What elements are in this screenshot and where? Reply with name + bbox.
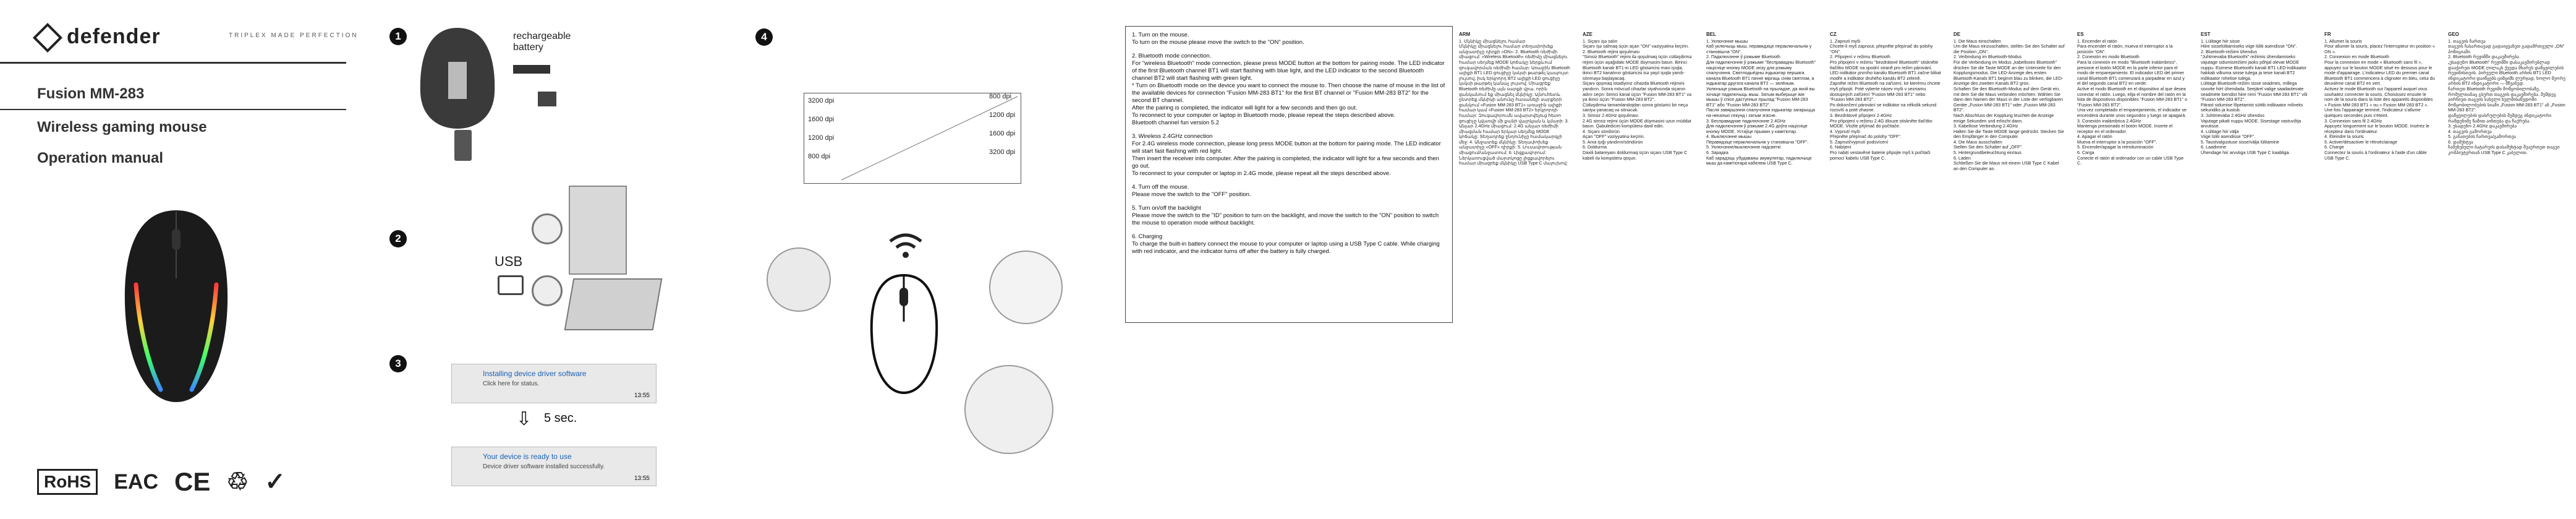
lang-heading: DE <box>1953 32 1961 37</box>
lang-column <box>1953 32 2065 508</box>
en-step-5: 5. Turn on/off the backlight Please move the switch to the "ID" position to turn on the backlight, and move the switch to the "ON" position to switch the mouse to operation mode without backlight. <box>1132 205 1439 226</box>
dpi-label: 1600 dpi <box>989 130 1016 137</box>
certification-marks <box>37 467 286 497</box>
ukca-icon: ✓ <box>265 468 286 495</box>
mouse-top-view <box>865 272 943 396</box>
desktop-pc-icon <box>569 186 627 275</box>
rohs-mark: RoHS <box>37 469 98 495</box>
battery-icon <box>513 65 550 74</box>
usb-icon <box>498 275 524 295</box>
dpi-label: 1200 dpi <box>808 134 835 142</box>
wireless-signal-icon <box>887 229 924 260</box>
ce-mark: CE <box>174 467 211 496</box>
lang-text: 1. თაგვის ჩართვა თაგვის ჩასართავად გადაიყვანეთ გადამრთველი „ON" პოზიციაში. 2. Bluetooth რეჟიმში დაკავშირება „უსადენო Bluetooth" რეჟიმში დასაკავშირებლად დააჭირეთ MODE ღილაკს ქვედა მხარეს დაწყვილების რეჟიმისთვის. პირველი Bluetooth არხის BT1 LED ინდიკატორი დაიწყებს ციმციმს ლურჯად, ხოლო მეორე არხის BT2 ინდიკატორი — მწვანედ. ჩართეთ Bluetooth რეჟიმი მოწყობილობაზე, რომელთანაც გსურთ თაგვის დაკავშირება. შემდეგ აირჩიეთ თაგვის სახელი ხელმისაწვდომი მოწყობილობების სიაში „Fusion MM-283 BT1" ან „Fusion MM-283 BT2". დაწყვილების დასრულების შემდეგ ინდიკატორი რამდენიმე წამით აინთება და ჩაქრება. 3. უსადენო 2.4GHz დაკავშირება 4. თაგვის გამორთვა 5. განათების ჩართვა/გამორთვა 6. დამუხტვა ჩაშენებული ბატარეის დასამუხტად შეაერთეთ თაგვი კომპიუტერთან USB Type C კაბელით. <box>2448 38 2565 156</box>
dpi-right-labels <box>989 93 1057 186</box>
hand-zoom-icon <box>767 247 831 312</box>
lang-heading: FR <box>2324 32 2331 37</box>
dpi-label: 3200 dpi <box>808 97 835 105</box>
receiver-icon <box>454 130 472 161</box>
dpi-label: 1600 dpi <box>808 116 835 123</box>
alert-icon-bottom <box>532 275 563 306</box>
lang-heading: GEO <box>2448 32 2459 37</box>
lang-column <box>2324 32 2436 508</box>
lang-column <box>2077 32 2188 508</box>
tray-time-1: 13:55 <box>634 392 650 399</box>
eac-mark: EAC <box>114 470 159 494</box>
lang-heading: ARM <box>1459 32 1471 37</box>
installing-title: Installing device driver software <box>483 369 587 378</box>
tray-time-2: 13:55 <box>634 475 650 482</box>
lang-heading: AZE <box>1583 32 1592 37</box>
lang-text: 1. Siçanı işə salın Siçanı işə salmaq üçün açarı "ON" vəziyyətinə keçirin. 2. Bluetooth rejimi qoşulması "Simsiz Bluetooth" rejimi ilə qoşulmaq üçün cütləşdirmə rejimi üçün aşağıdakı MODE düyməsini basın. Birinci Bluetooth kanalı BT1-in LED göstəricisi mavi işıqla, ikinci BT2 kanalının göstəricisi isə yaşıl işıqla yanıb-sönməyə başlayacaq. Siçanı qoşmaq istədiyiniz cihazda Bluetooth rejimini yandırın. Sonra mövcud cihazlar siyahısında siçanın adını seçin: birinci kanal üçün "Fusion MM-283 BT1" və ya ikinci üçün "Fusion MM-283 BT2". Cütləşdirmə tamamlandıqdan sonra göstərici bir neçə saniyə yanacaq və sönəcək. 3. Simsiz 2.4GHz qoşulması 2.4G simsiz rejimi üçün MODE düyməsini uzun müddət basın. Qəbuledicini kompüterə daxil edin. 4. Siçanı söndürün Açarı "OFF" vəziyyətinə keçirin. 5. Arxa işığı yandırın/söndürün 6. Doldurma Daxili batareyanı doldurmaq üçün siçanı USB Type C kabeli ilə kompüterə qoşun. <box>1583 38 1692 161</box>
lang-column <box>1583 32 1694 508</box>
ready-sub: Device driver software installed successfully. <box>483 463 605 470</box>
dpi-label: 3200 dpi <box>989 148 1016 156</box>
lang-column <box>2448 32 2565 508</box>
en-step-2: 2. Bluetooth mode connection. For "wireless Bluetooth" mode connection, please press MODE button at the bottom for pairing mode. The LED indicator of the first Bluetooth channel BT1 will start flashing with blue light, and the LED indicator to the second Bluetooth channel BT2 will start flashing with green light. * Turn on Bluetooth mode on the device you want to connect the mouse to. Then choose the name of mouse in the list of the available devices for connection "Fusion MM-283 BT1" for the first BT channel or "Fusion MM-283 BT2" for the second BT channel. After the pairing is completed, the indicator will light for a few seconds and then go out. To reconnect to your computer or laptop in Bluetooth mode, please repeat the steps described above. Bluetooth channel fun version 5.2 <box>1132 53 1445 126</box>
lang-column <box>1459 32 1570 508</box>
step-1-badge: 1 <box>389 28 407 45</box>
lang-text: 1. Zapnutí myši Chcete-li myš zapnout, přepněte přepínač do polohy "ON". 2. Připojení v režimu Bluetooth Pro připojení v režimu "bezdrátové Bluetooth" stiskněte tlačítko MODE na spodní straně pro režim párování. LED indikátor prvního kanálu Bluetooth BT1 začne blikat modře a indikátor druhého kanálu BT2 zeleně. Zapněte režim Bluetooth na zařízení, ke kterému chcete myš připojit. Poté vyberte název myši v seznamu dostupných zařízení "Fusion MM-283 BT1" nebo "Fusion MM-283 BT2". Po dokončení párování se indikátor na několik sekund rozsvítí a poté zhasne. 3. Bezdrátové připojení 2.4GHz Pro připojení v režimu 2.4G dlouze stiskněte tlačítko MODE. Vložte přijímač do počítače. 4. Vypnutí myši Přepněte přepínač do polohy "OFF". 5. Zapnutí/vypnutí podsvícení 6. Nabíjení Pro nabití vestavěné baterie připojte myš k počítači pomocí kabelu USB Type C. <box>1830 38 1941 161</box>
brand-mark-icon <box>33 23 62 53</box>
english-instructions <box>1125 26 1453 323</box>
lang-heading: ES <box>2077 32 2084 37</box>
installing-sub: Click here for status. <box>483 380 540 387</box>
mouse-illustration <box>111 204 241 408</box>
en-step-4: 4. Turn off the mouse. Please move the switch to the "OFF" position. <box>1132 184 1251 198</box>
lang-text: 1. Encender el ratón Para encender el ratón, mueva el interruptor a la posición "ON". 2. Conexión en modo Bluetooth Para la conexión en modo "Bluetooth inalámbrico", presione el botón MODE en la parte inferior para el modo de emparejamiento. El indicador LED del primer canal Bluetooth BT1 comenzará a parpadear en azul y el del segundo canal BT2 en verde. Active el modo Bluetooth en el dispositivo al que desea conectar el ratón. Luego, elija el nombre del ratón en la lista de dispositivos disponibles "Fusion MM-283 BT1" o "Fusion MM-283 BT2". Una vez completado el emparejamiento, el indicador se encenderá durante unos segundos y luego se apagará. 3. Conexión inalámbrica 2.4GHz Mantenga presionado el botón MODE. Inserte el receptor en el ordenador. 4. Apagar el ratón Mueva el interruptor a la posición "OFF". 5. Encender/apagar la retroiluminación 6. Carga Conecte el ratón al ordenador con un cable USB Type C. <box>2077 38 2188 166</box>
brand-name: defender <box>67 25 161 48</box>
en-step-3: 3. Wireless 2.4GHz connection For 2.4G wireless mode connection, please long press MODE button at the bottom for pairing mode. The LED indicator will start fast flashing with red light. Then insert the receiver into computer. After the pairing is completed, the indicator will light for a few seconds and then go out. To reconnect to your computer or laptop in 2.4G mode, please repeat all the steps described above. <box>1132 133 1441 177</box>
en-step-1: 1. Turn on the mouse. To turn on the mouse please move the switch to the "ON" position. <box>1132 32 1304 46</box>
step-3-badge: 3 <box>389 355 407 372</box>
product-name: Fusion MM-283 <box>37 85 145 102</box>
step-4-badge: 4 <box>755 28 773 46</box>
lang-heading: CZ <box>1830 32 1837 37</box>
charger-icon <box>538 92 556 106</box>
dpi-label: 800 dpi <box>808 153 831 160</box>
lang-heading: BEL <box>1706 32 1716 37</box>
product-subtitle: Wireless gaming mouse <box>37 119 207 135</box>
installing-notification <box>451 364 657 403</box>
usb-label: USB <box>495 254 523 269</box>
dpi-label: 1200 dpi <box>989 111 1016 119</box>
lang-text: 1. Մկնիկը միացնելու համար Մկնիկը միացնելու համար տեղափոխեք անջատիչը դիրքի «ON»: 2. Bluetooth ռեժիմի միացում: «Wireless Bluetooth» ռեժիմը միացնելու համար սեղմեք MODE կոճակը ներքևում զուգավորման ռեժիմի համար: Առաջին Bluetooth ալիքի BT1 LED ցուցիչը կսկսի թարթել կապույտ լույսով, իսկ երկրորդ BT2 ալիքի LED ցուցիչը կսկսի թարթել կանաչ լույսով: Միացրեք Bluetooth ռեժիմը այն սարքի վրա, որին ցանկանում եք միացնել մկնիկը: Այնուհետև ընտրեք մկնիկի անունը հասանելի սարքերի ցանկում «Fusion MM-283 BT1» առաջին ալիքի համար կամ «Fusion MM-283 BT2» երկրորդի համար: Զուգավորումն ավարտվելուց հետո ցուցիչը կվառվի մի քանի վայրկյան և կմարի: 3. Անլար 2.4GHz միացում: 2.4G անլար ռեժիմի միացման համար երկար սեղմեք MODE կոճակը: Տեղադրեք ընդունիչը համակարգչի մեջ: 4. Անջատեք մկնիկը: Տեղափոխեք անջատիչը «OFF» դիրքի: 5. Լուսավորության միացում/անջատում: 6. Լիցքավորում: Ներկառուցված մարտկոցը լիցքավորելու համար միացրեք մկնիկը USB Type C մալուխով: <box>1459 38 1570 166</box>
laptop-icon <box>564 278 663 330</box>
weee-icon: ♲ <box>226 468 249 495</box>
lang-heading: EST <box>2201 32 2211 37</box>
header-rule <box>0 62 346 64</box>
mouse-battery-illustration <box>414 25 501 130</box>
wait-label: 5 sec. <box>544 411 577 425</box>
lang-text: 1. Allumer la souris Pour allumer la souris, placez l'interrupteur en position « ON ». 2. Connexion en mode Bluetooth Pour la connexion en mode « Bluetooth sans fil », appuyez sur le bouton MODE situé en dessous pour le mode d'appairage. L'indicateur LED du premier canal Bluetooth BT1 commencera à clignoter en bleu, celui du deuxième canal BT2 en vert. Activez le mode Bluetooth sur l'appareil auquel vous souhaitez connecter la souris. Choisissez ensuite le nom de la souris dans la liste des appareils disponibles « Fusion MM-283 BT1 » ou « Fusion MM-283 BT2 ». Une fois l'appairage terminé, l'indicateur s'allume quelques secondes puis s'éteint. 3. Connexion sans fil 2.4GHz Appuyez longuement sur le bouton MODE. Insérez le récepteur dans l'ordinateur. 4. Éteindre la souris 5. Activer/désactiver le rétroéclairage 6. Charge Connectez la souris à l'ordinateur à l'aide d'un câble USB Type C. <box>2324 38 2435 161</box>
scroll-zoom-icon <box>989 251 1063 324</box>
manual-title: Operation manual <box>37 150 164 166</box>
lang-text: 1. Уключэнне мышы Каб уключыць мыш, перавядзіце пераключальнік у становішча "ON". 2. Падключэнне ў рэжыме Bluetooth Для падключэння ў рэжыме "бесправадны Bluetooth" націсніце кнопку MODE знізу для рэжыму спалучэння. Святлодыёдны індыкатар першага канала Bluetooth BT1 пачне міргаць сінім святлом, а індыкатар другога канала BT2 — зялёным. Уключыце рэжым Bluetooth на прыладзе, да якой вы хочаце падключыць мыш. Затым выберыце імя мышы ў спісе даступных прылад "Fusion MM-283 BT1" або "Fusion MM-283 BT2". Пасля завяршэння спалучэння індыкатар загарыцца на некалькі секунд і затым згасне. 3. Бесправаднае падключэнне 2.4GHz Для падключэння ў рэжыме 2.4G доўга націсніце кнопку MODE. Устаўце прымач у камп'ютар. 4. Выключэнне мышы Перавядзіце пераключальнік у становішча "OFF". 5. Уключэнне/выключэнне падсветкі 6. Зарадка Каб зарадзіць убудаваны акумулятар, падключыце мыш да камп'ютара кабелем USB Type C. <box>1706 38 1816 166</box>
alert-icon-top <box>532 213 563 244</box>
step-2-badge: 2 <box>389 230 407 247</box>
brand-logo <box>37 25 161 49</box>
brand-tagline: TRIPLEX MADE PERFECTION <box>229 32 359 39</box>
lang-text: 1. Lülitage hiir sisse Hiire sisselülitamiseks viige lüliti asendisse "ON". 2. Bluetooth-režiimi ühendus "Juhtmevaba Bluetoothi" režiimis ühendamiseks vajutage sidumisrežiimi jaoks põhjal olevat MODE nuppu. Esimese Bluetoothi kanali BT1 LED-indikaator hakkab vilkuma sinise tulega ja teise kanali BT2 indikaator rohelise tulega. Lülitage Bluetooth-režiim sisse seadmes, millega soovite hiirt ühendada. Seejärel valige saadaolevate seadmete loendist hiire nimi "Fusion MM-283 BT1" või "Fusion MM-283 BT2". Pärast sidumise lõpetamist süttib indikaator mõneks sekundiks ja kustub. 3. Juhtmevaba 2.4GHz ühendus Vajutage pikalt nuppu MODE. Sisestage vastuvõtja arvutisse. 4. Lülitage hiir välja Viige lüliti asendisse "OFF". 5. Taustvalgustuse sisse/välja lülitamine 6. Laadimine Ühendage hiir arvutiga USB Type C kaabliga. <box>2201 38 2308 156</box>
ready-notification <box>451 447 657 486</box>
lang-column <box>1706 32 1817 508</box>
lang-text: 1. Die Maus einschalten Um die Maus einzuschalten, stellen Sie den Schalter auf die Position „ON". 2. Verbindung im Bluetooth-Modus Für die Verbindung im Modus „kabelloses Bluetooth" drücken Sie die Taste MODE an der Unterseite für den Kopplungsmodus. Die LED-Anzeige des ersten Bluetooth-Kanals BT1 beginnt blau zu blinken, die LED-Anzeige des zweiten Kanals BT2 grün. Schalten Sie den Bluetooth-Modus auf dem Gerät ein, mit dem Sie die Maus verbinden möchten. Wählen Sie dann den Namen der Maus in der Liste der verfügbaren Geräte „Fusion MM-283 BT1" oder „Fusion MM-283 BT2". Nach Abschluss der Kopplung leuchtet die Anzeige einige Sekunden und erlischt dann. 3. Kabellose Verbindung 2.4GHz Halten Sie die Taste MODE lange gedrückt. Stecken Sie den Empfänger in den Computer. 4. Die Maus ausschalten Stellen Sie den Schalter auf „OFF". 5. Hintergrundbeleuchtung ein/aus 6. Laden Schließen Sie die Maus mit einem USB Type C Kabel an den Computer an. <box>1953 38 2065 171</box>
battery-label: rechargeable battery <box>513 31 571 53</box>
en-step-6: 6. Charging To charge the built-in battery connect the mouse to your computer or laptop using a USB Type C cable. While charging with red indicator, and the indicator turns off after the battery is fully charged. <box>1132 233 1440 255</box>
down-arrow-icon: ⇩ <box>516 409 532 429</box>
lang-column <box>2201 32 2312 508</box>
screen-zoom-icon <box>964 365 1053 454</box>
lang-column <box>1830 32 1941 508</box>
ready-title: Your device is ready to use <box>483 452 572 461</box>
divider <box>0 109 346 110</box>
dpi-label: 800 dpi <box>989 93 1012 100</box>
